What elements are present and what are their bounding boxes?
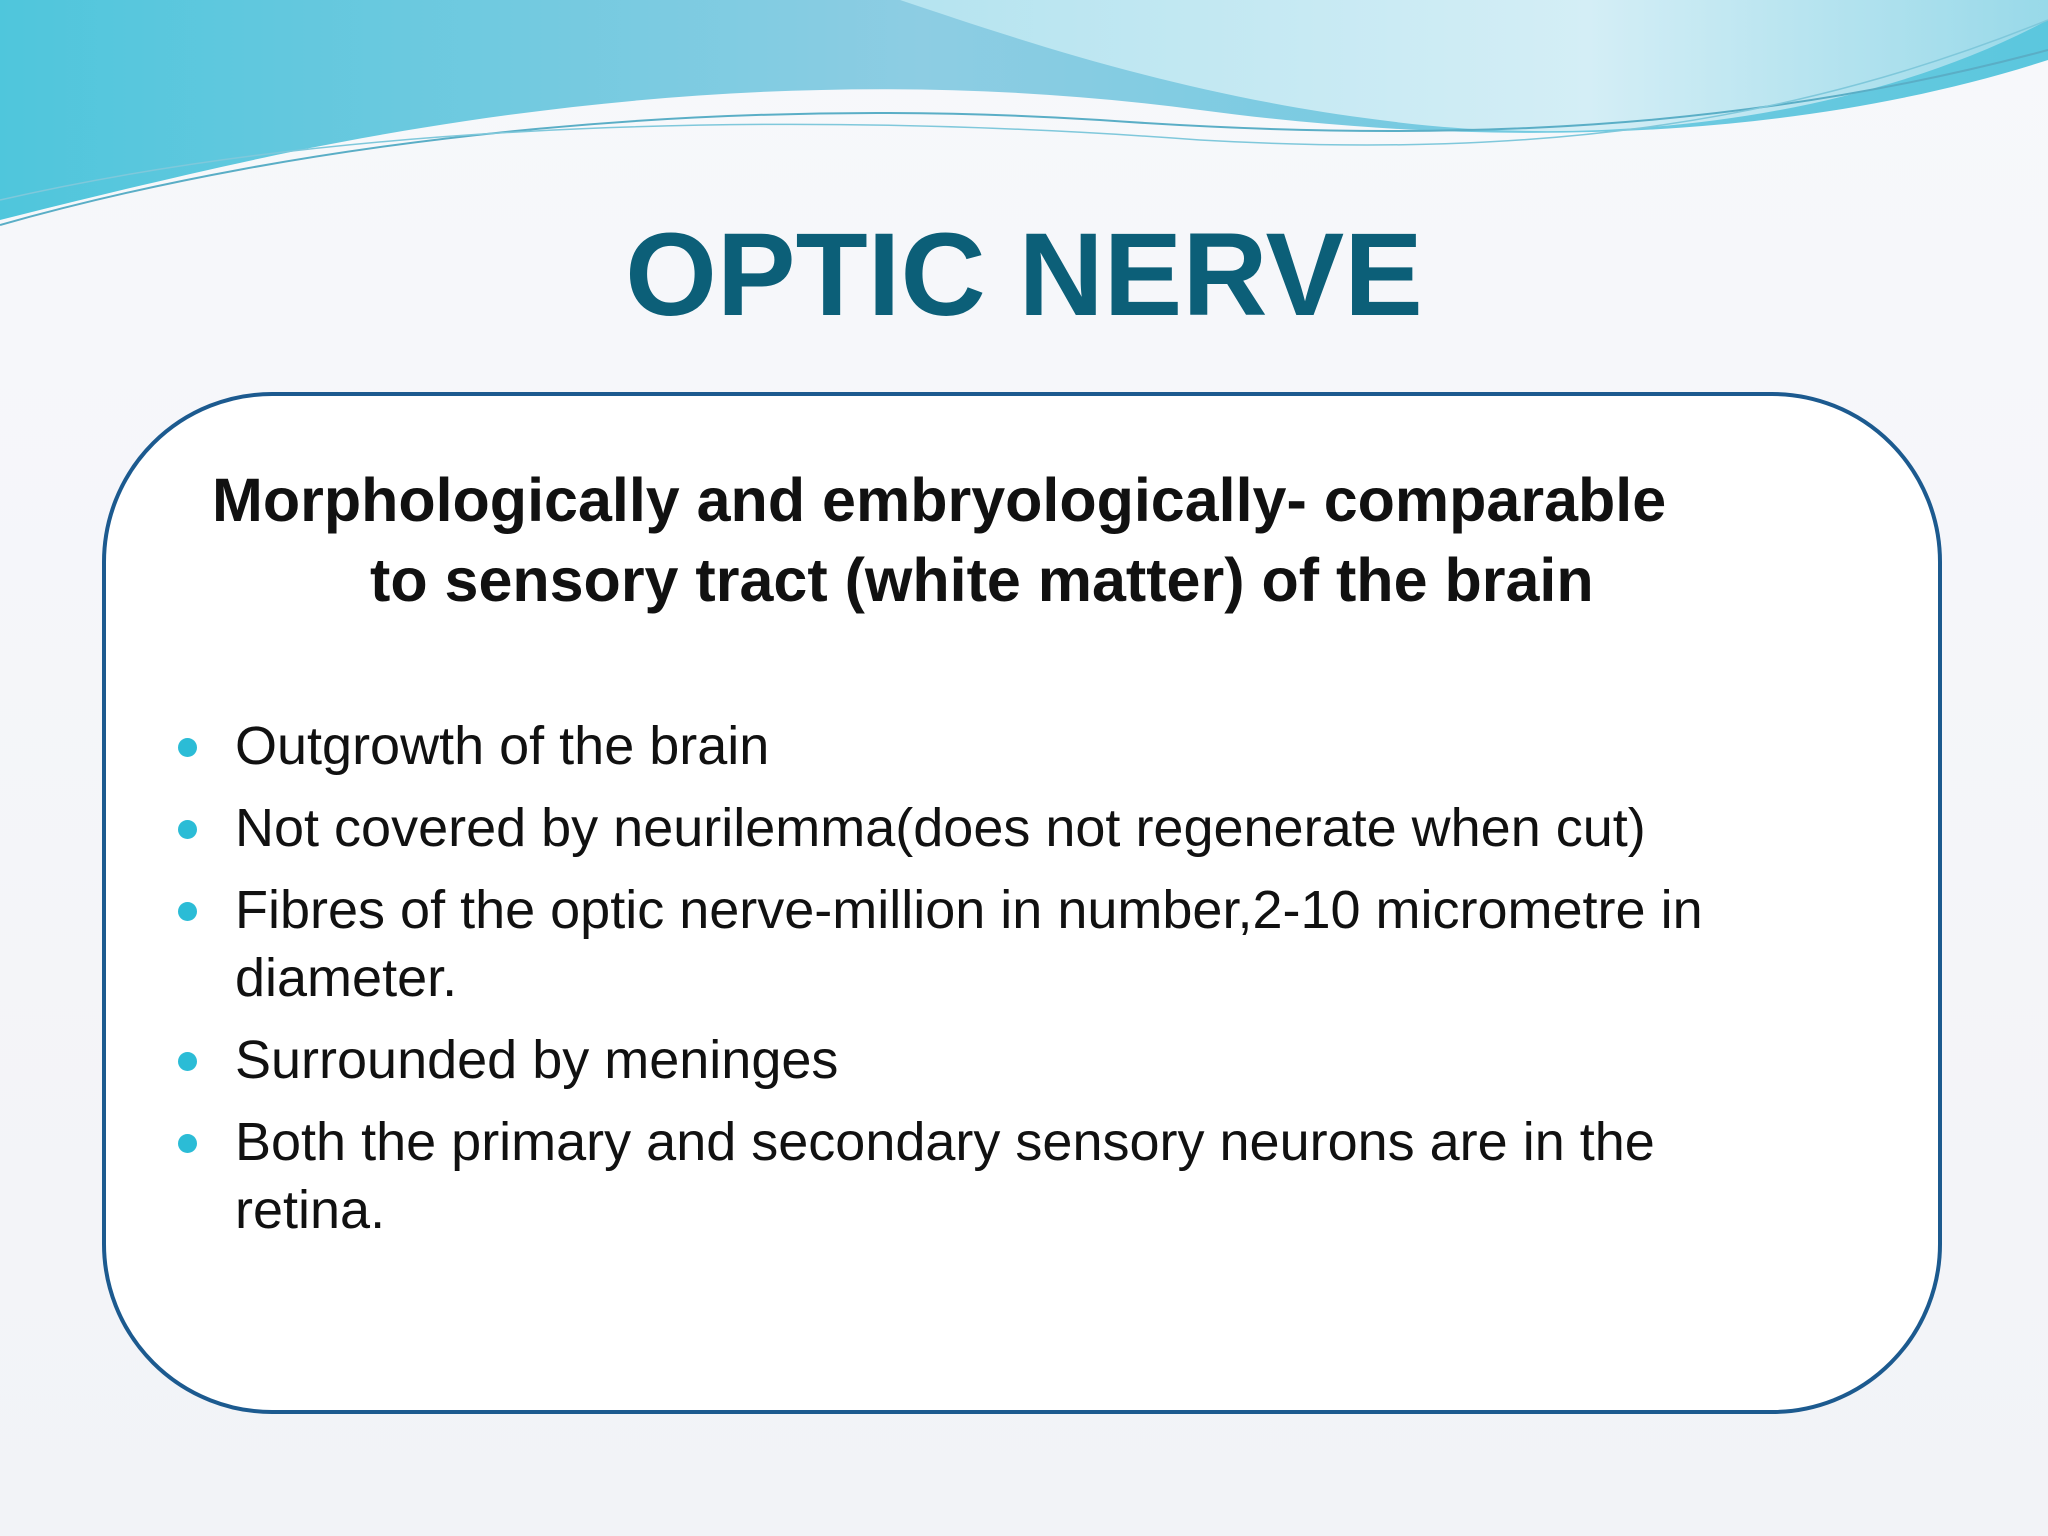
bullet-item <box>170 1026 1790 1094</box>
bullet-text: Surrounded by meninges <box>235 1030 839 1090</box>
slide-title: OPTIC NERVE <box>625 209 1423 341</box>
subheading-line-1: Morphologically and embryologically- comparable <box>212 466 1667 534</box>
bullet-list <box>170 712 1790 1258</box>
bullet-item <box>170 712 1790 780</box>
bullet-item <box>170 876 1790 1012</box>
bullet-item <box>170 1108 1790 1244</box>
bullet-text: Outgrowth of the brain <box>235 716 770 776</box>
bullet-dot-icon <box>178 820 197 839</box>
bullet-dot-icon <box>178 738 197 757</box>
bullet-dot-icon <box>178 1134 197 1153</box>
bullet-text: Both the primary and secondary sensory neurons are in the retina. <box>235 1112 1655 1240</box>
bullet-dot-icon <box>178 902 197 921</box>
bullet-text: Not covered by neurilemma(does not regenerate when cut) <box>235 798 1646 858</box>
subheading <box>150 460 1910 620</box>
subheading-line-2: to sensory tract (white matter) of the brain <box>370 546 1594 614</box>
bullet-text: Fibres of the optic nerve-million in number,2-10 micrometre in diameter. <box>235 880 1703 1008</box>
bullet-dot-icon <box>178 1052 197 1071</box>
bullet-item <box>170 794 1790 862</box>
